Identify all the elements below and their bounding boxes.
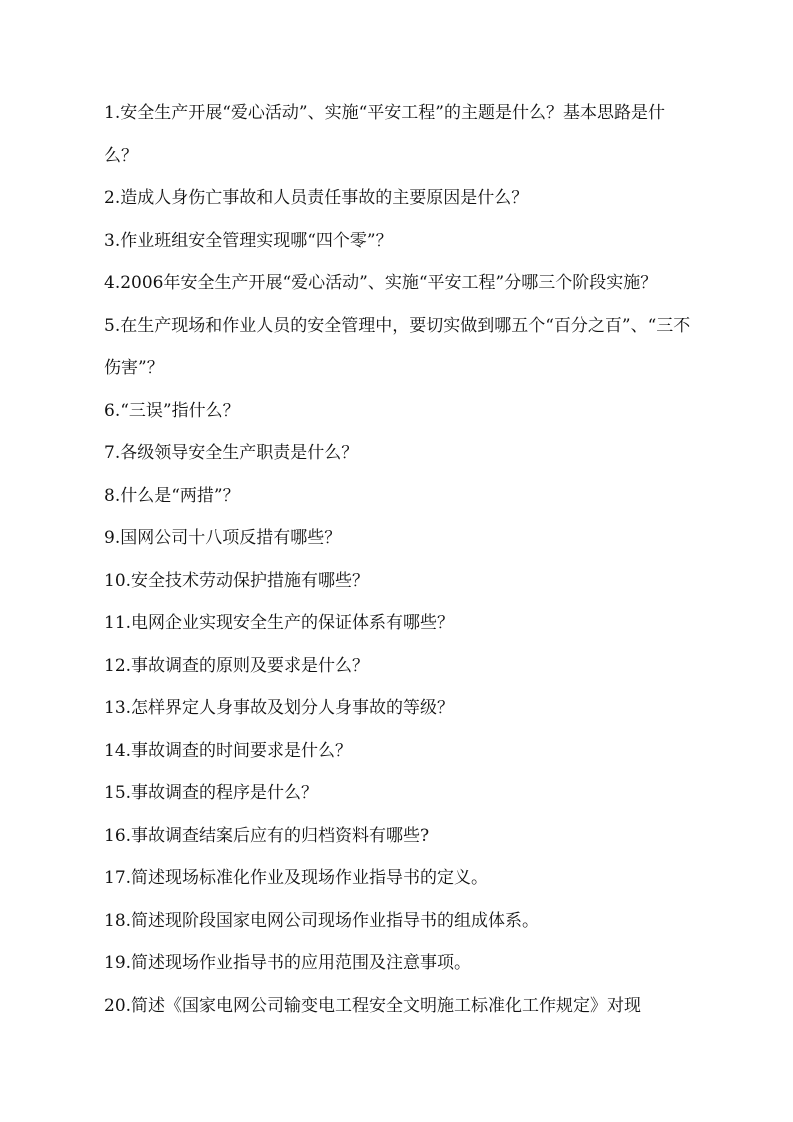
question-item: 18.简述现阶段国家电网公司现场作业指导书的组成体系。 <box>104 910 540 931</box>
question-item: 20.简述《国家电网公司输变电工程安全文明施工标准化工作规定》对现 <box>104 995 642 1016</box>
question-item: 13.怎样界定人身事故及划分人身事故的等级？ <box>104 698 455 718</box>
question-item: 8.什么是“两措”？ <box>104 485 240 506</box>
question-item: 7.各级领导安全生产职责是什么？ <box>104 443 359 463</box>
question-item: 6.“三误”指什么？ <box>104 400 240 421</box>
question-item: 15.事故调查的程序是什么？ <box>104 783 319 803</box>
question-list <box>104 92 698 1027</box>
question-item: 4.2006年安全生产开展“爱心活动”、实施“平安工程”分哪三个阶段实施？ <box>104 273 658 293</box>
question-item: 5.在生产现场和作业人员的安全管理中，要切实做到哪五个“百分之百”、“三不伤害”？ <box>104 315 691 378</box>
question-item: 3.作业班组安全管理实现哪“四个零”？ <box>104 230 393 251</box>
question-item: 11.电网企业实现安全生产的保证体系有哪些？ <box>104 613 455 633</box>
question-item: 10.安全技术劳动保护措施有哪些？ <box>104 570 370 591</box>
question-item: 1.安全生产开展“爱心活动”、实施“平安工程”的主题是什么？基本思路是什么？ <box>104 103 665 166</box>
question-item: 9.国网公司十八项反措有哪些？ <box>104 528 342 548</box>
question-item: 14.事故调查的时间要求是什么？ <box>104 740 353 761</box>
question-item: 19.简述现场作业指导书的应用范围及注意事项。 <box>104 953 472 973</box>
question-item: 17.简述现场标准化作业及现场作业指导书的定义。 <box>104 868 489 888</box>
question-item: 2.造成人身伤亡事故和人员责任事故的主要原因是什么？ <box>104 188 529 208</box>
question-item: 12.事故调查的原则及要求是什么？ <box>104 655 370 676</box>
question-item: 16.事故调查结案后应有的归档资料有哪些? <box>104 825 430 846</box>
